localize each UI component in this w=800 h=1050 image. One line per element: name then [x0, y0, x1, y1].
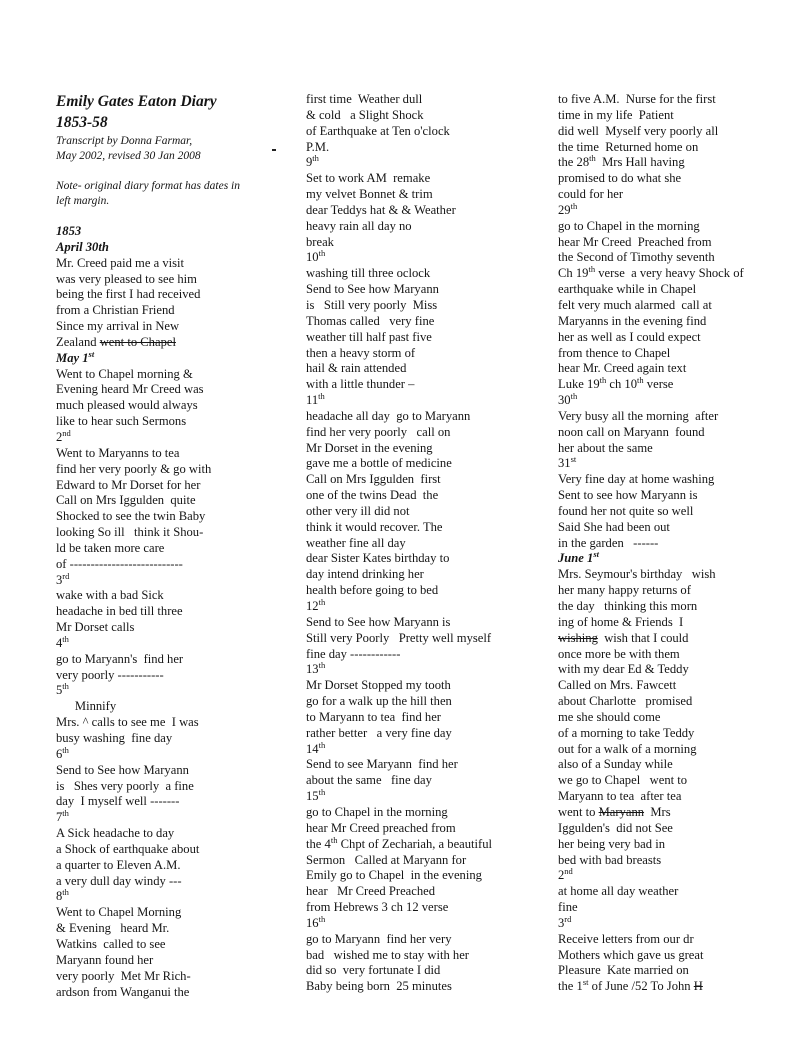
diary-line: first time Weather dull [306, 92, 423, 106]
diary-line: washing till three oclock [306, 266, 431, 281]
diary-line: like to hear such Sermons [56, 414, 187, 429]
diary-line: to five A.M. Nurse for the first [558, 92, 716, 106]
diary-line: in the garden ------ [558, 535, 659, 550]
diary-line: dear Sister Kates birthday to [306, 551, 450, 566]
diary-line: once more be with them [558, 646, 680, 661]
diary-line: 12th [306, 596, 326, 613]
diary-line: Mr Dorset calls [56, 620, 135, 635]
diary-line: very poorly ----------- [56, 667, 164, 682]
diary-line: to Maryann to tea find her [306, 709, 441, 724]
diary-line: 6th [56, 744, 69, 761]
diary-line: from a Christian Friend [56, 303, 175, 318]
diary-line: much pleased would always [56, 398, 198, 413]
diary-line: the time Returned home on [558, 139, 699, 154]
diary-line: very poorly Met Mr Rich- [56, 968, 191, 983]
diary-line: the 28th Mrs Hall having [558, 153, 685, 170]
diary-line: weather fine all day [306, 535, 406, 550]
diary-line: time in my life Patient [558, 107, 674, 122]
diary-line: Baby being born 25 minutes [306, 979, 452, 994]
diary-line: from thence to Chapel [558, 345, 671, 360]
diary-line: Went to Chapel morning & [56, 366, 193, 381]
diary-line: Mothers which gave us great [558, 947, 704, 962]
diary-line: is Still very poorly Miss [306, 297, 438, 312]
diary-line: & cold a Slight Shock [306, 107, 424, 122]
diary-line: May 1st [56, 348, 95, 365]
diary-line: 15th [306, 786, 326, 804]
diary-line: Minnify [56, 699, 117, 714]
diary-line: the 1st of June /52 To John H [558, 977, 703, 994]
diary-line: hear Mr Creed Preached [306, 884, 436, 899]
diary-line: Receive letters from our dr [558, 931, 694, 946]
diary-line: one of the twins Dead the [306, 488, 439, 503]
diary-line: go to Maryann find her very [306, 931, 452, 946]
diary-line: 31st [558, 454, 577, 471]
diary-line: Since my arrival in New [56, 319, 180, 334]
diary-line: wake with a bad Sick [56, 588, 164, 603]
diary-line: hear Mr Creed preached from [306, 820, 456, 835]
diary-line: Set to work AM remake [306, 171, 431, 186]
diary-line: then a heavy storm of [306, 345, 416, 360]
diary-line: 14th [306, 739, 326, 756]
diary-line: Went to Maryanns to tea [56, 445, 180, 460]
diary-line: felt very much alarmed call at [558, 297, 712, 312]
diary-line: about the same fine day [306, 773, 432, 788]
diary-line: being the first I had received [56, 287, 201, 302]
diary-line: my velvet Bonnet & trim [306, 187, 433, 202]
diary-line: 7th [56, 808, 69, 825]
diary-line: hear Mr Creed Preached from [558, 234, 712, 249]
diary-line: 8th [56, 887, 69, 904]
diary-line: Watkins called to see [56, 936, 166, 951]
diary-line: out for a walk of a morning [558, 741, 697, 756]
diary-line: her many happy returns of [558, 583, 691, 598]
diary-line: a Shock of earthquake about [56, 841, 200, 856]
diary-line: 11th [306, 390, 325, 408]
diary-line: Send to See how Maryann is [306, 614, 451, 629]
diary-line: 1853 [56, 224, 82, 238]
diary-line: found her not quite so well [558, 503, 694, 518]
diary-line: P.M. [306, 139, 330, 154]
diary-line: Ch 19th verse a very heavy Shock of [558, 264, 744, 281]
diary-line: went to Maryann Mrs [558, 804, 671, 819]
diary-line: her being very bad in [558, 836, 666, 851]
diary-line: of --------------------------- [56, 556, 183, 571]
diary-line: hear Mr. Creed again text [558, 361, 687, 376]
diary-line: fine [558, 900, 578, 915]
diary-line: Call on Mrs Iggulden first [306, 472, 441, 487]
diary-line: gave me a bottle of medicine [306, 456, 452, 471]
diary-line: the Second of Timothy seventh [558, 250, 715, 265]
diary-line: Said She had been out [558, 519, 670, 534]
column-lines [306, 92, 542, 995]
diary-line: 10th [306, 248, 326, 265]
diary-line: think it would recover. The [306, 519, 443, 534]
diary-line: April 30th [56, 239, 109, 254]
diary-line: 29th [558, 200, 578, 217]
diary-line: Evening heard Mr Creed was [56, 382, 204, 397]
diary-line: of a morning to take Teddy [558, 725, 695, 740]
diary-line: looking So ill think it Shou- [56, 525, 204, 540]
diary-line: ing of home & Friends I [558, 614, 684, 629]
diary-line: at home all day weather [558, 884, 679, 899]
diary-line: 3rd [558, 913, 572, 930]
diary-line: ardson from Wanganui the [56, 984, 190, 999]
diary-line: 3rd [56, 570, 70, 587]
diary-line: Called on Mrs. Fawcett [558, 678, 677, 693]
diary-line: me she should come [558, 709, 661, 724]
diary-line: of Earthquake at Ten o'clock [306, 123, 450, 138]
diary-column-1 [56, 92, 288, 1000]
diary-line: Maryanns in the evening find [558, 313, 707, 328]
diary-line: go to Chapel in the morning [558, 218, 700, 233]
diary-line: did well Myself very poorly all [558, 123, 719, 138]
diary-line: headache in bed till three [56, 604, 183, 619]
diary-column-3 [558, 92, 796, 995]
diary-line: heavy rain all day no [306, 218, 412, 233]
diary-line: Shocked to see the twin Baby [56, 509, 206, 524]
diary-line: 9th [306, 153, 319, 170]
diary-line: Mrs. Seymour's birthday wish [558, 567, 716, 582]
column-lines [558, 92, 796, 995]
diary-line: Pleasure Kate married on [558, 963, 689, 978]
diary-line: Mrs. ^ calls to see me I was [56, 715, 199, 730]
diary-line: Call on Mrs Iggulden quite [56, 493, 196, 508]
diary-line: Send to See how Maryann [56, 762, 189, 777]
diary-line: Still very Poorly Pretty well myself [306, 630, 492, 645]
diary-line: go to Maryann's find her [56, 651, 184, 666]
diary-line: Iggulden's did not See [558, 820, 673, 835]
diary-line: 4th [56, 633, 69, 650]
diary-line: headache all day go to Maryann [306, 408, 471, 423]
diary-line: 5th [56, 681, 69, 698]
diary-line: 16th [306, 913, 326, 930]
diary-line: bad wished me to stay with her [306, 947, 469, 962]
diary-line: Send to See how Maryann [306, 282, 439, 297]
diary-line: Sent to see how Maryann is [558, 488, 698, 503]
diary-line: promised to do what she [558, 171, 682, 186]
diary-line: her as well as I could expect [558, 329, 701, 344]
diary-years: 1853-58 [56, 114, 108, 131]
diary-line: fine day ------------ [306, 646, 401, 661]
diary-line: find her very poorly call on [306, 424, 451, 439]
diary-line: Edward to Mr Dorset for her [56, 477, 201, 492]
diary-line: the 4th Chpt of Zechariah, a beautiful [306, 834, 493, 851]
diary-line: Very busy all the morning after [558, 408, 719, 423]
diary-line: the day thinking this morn [558, 599, 698, 613]
diary-line: 13th [306, 660, 326, 677]
diary-line: is Shes very poorly a fine [56, 778, 194, 793]
diary-line: Zealand went to Chapel [56, 334, 176, 349]
diary-line: Maryann to tea after tea [558, 789, 682, 804]
diary-line: also of a Sunday while [558, 757, 673, 772]
diary-line: Thomas called very fine [306, 313, 435, 328]
format-note-cont: left margin. [56, 195, 110, 207]
diary-line: from Hebrews 3 ch 12 verse [306, 900, 449, 915]
diary-line: rather better a very fine day [306, 725, 452, 740]
diary-line: wishing wish that I could [558, 630, 689, 645]
diary-line: her about the same [558, 440, 653, 455]
diary-line: dear Teddys hat & & Weather [306, 202, 456, 217]
diary-line: Mr. Creed paid me a visit [56, 255, 185, 270]
diary-line: bed with bad breasts [558, 852, 662, 867]
diary-line: with my dear Ed & Teddy [558, 662, 689, 677]
diary-line: other very ill did not [306, 503, 410, 518]
diary-line: Maryann found her [56, 952, 154, 967]
diary-line: noon call on Maryann found [558, 424, 705, 439]
diary-line: & Evening heard Mr. [56, 921, 170, 936]
diary-line: go to Chapel in the morning [306, 804, 448, 819]
diary-line: busy washing fine day [56, 731, 173, 745]
transcript-credit: Transcript by Donna Farmar, [56, 135, 193, 147]
diary-line: ld be taken more care [56, 540, 165, 555]
diary-line: day I myself well ------- [56, 794, 180, 809]
diary-line: Emily go to Chapel in the evening [306, 868, 482, 883]
diary-line: we go to Chapel went to [558, 773, 688, 788]
diary-line: hail & rain attended [306, 361, 407, 376]
diary-line: did so very fortunate I did [306, 963, 441, 978]
diary-line: find her very poorly & go with [56, 461, 212, 476]
diary-column-2 [306, 92, 542, 995]
diary-line: earthquake while in Chapel [558, 282, 697, 297]
diary-line: health before going to bed [306, 583, 439, 598]
diary-line: June 1st [558, 549, 600, 566]
diary-line: A Sick headache to day [56, 826, 175, 841]
diary-title: Emily Gates Eaton Diary [56, 93, 217, 110]
diary-line: Send to see Maryann find her [306, 757, 458, 772]
diary-line: 30th [558, 390, 578, 408]
diary-line: 2nd [558, 866, 573, 883]
diary-line: break [306, 234, 334, 249]
diary-line: Went to Chapel Morning [56, 905, 182, 920]
diary-line: a very dull day windy --- [56, 873, 182, 888]
diary-line: Very fine day at home washing [558, 472, 715, 487]
diary-line: Mr Dorset Stopped my tooth [306, 678, 451, 693]
transcript-revision: May 2002, revised 30 Jan 2008 [56, 150, 201, 162]
diary-line: Luke 19th ch 10th verse [558, 375, 674, 392]
diary-line: 2nd [56, 427, 71, 444]
diary-line: Sermon Called at Maryann for [306, 852, 467, 867]
diary-line: go for a walk up the hill then [306, 694, 452, 709]
diary-line: Mr Dorset in the evening [306, 440, 433, 455]
diary-line: was very pleased to see him [56, 271, 197, 286]
column-lines [56, 224, 288, 1000]
diary-line: day intend drinking her [306, 567, 424, 582]
diary-line: weather till half past five [306, 329, 432, 344]
diary-line: could for her [558, 187, 624, 202]
diary-line: about Charlotte promised [558, 694, 693, 709]
diary-line: with a little thunder – [306, 377, 415, 392]
diary-line: a quarter to Eleven A.M. [56, 857, 181, 872]
format-note: Note- original diary format has dates in [56, 180, 240, 192]
